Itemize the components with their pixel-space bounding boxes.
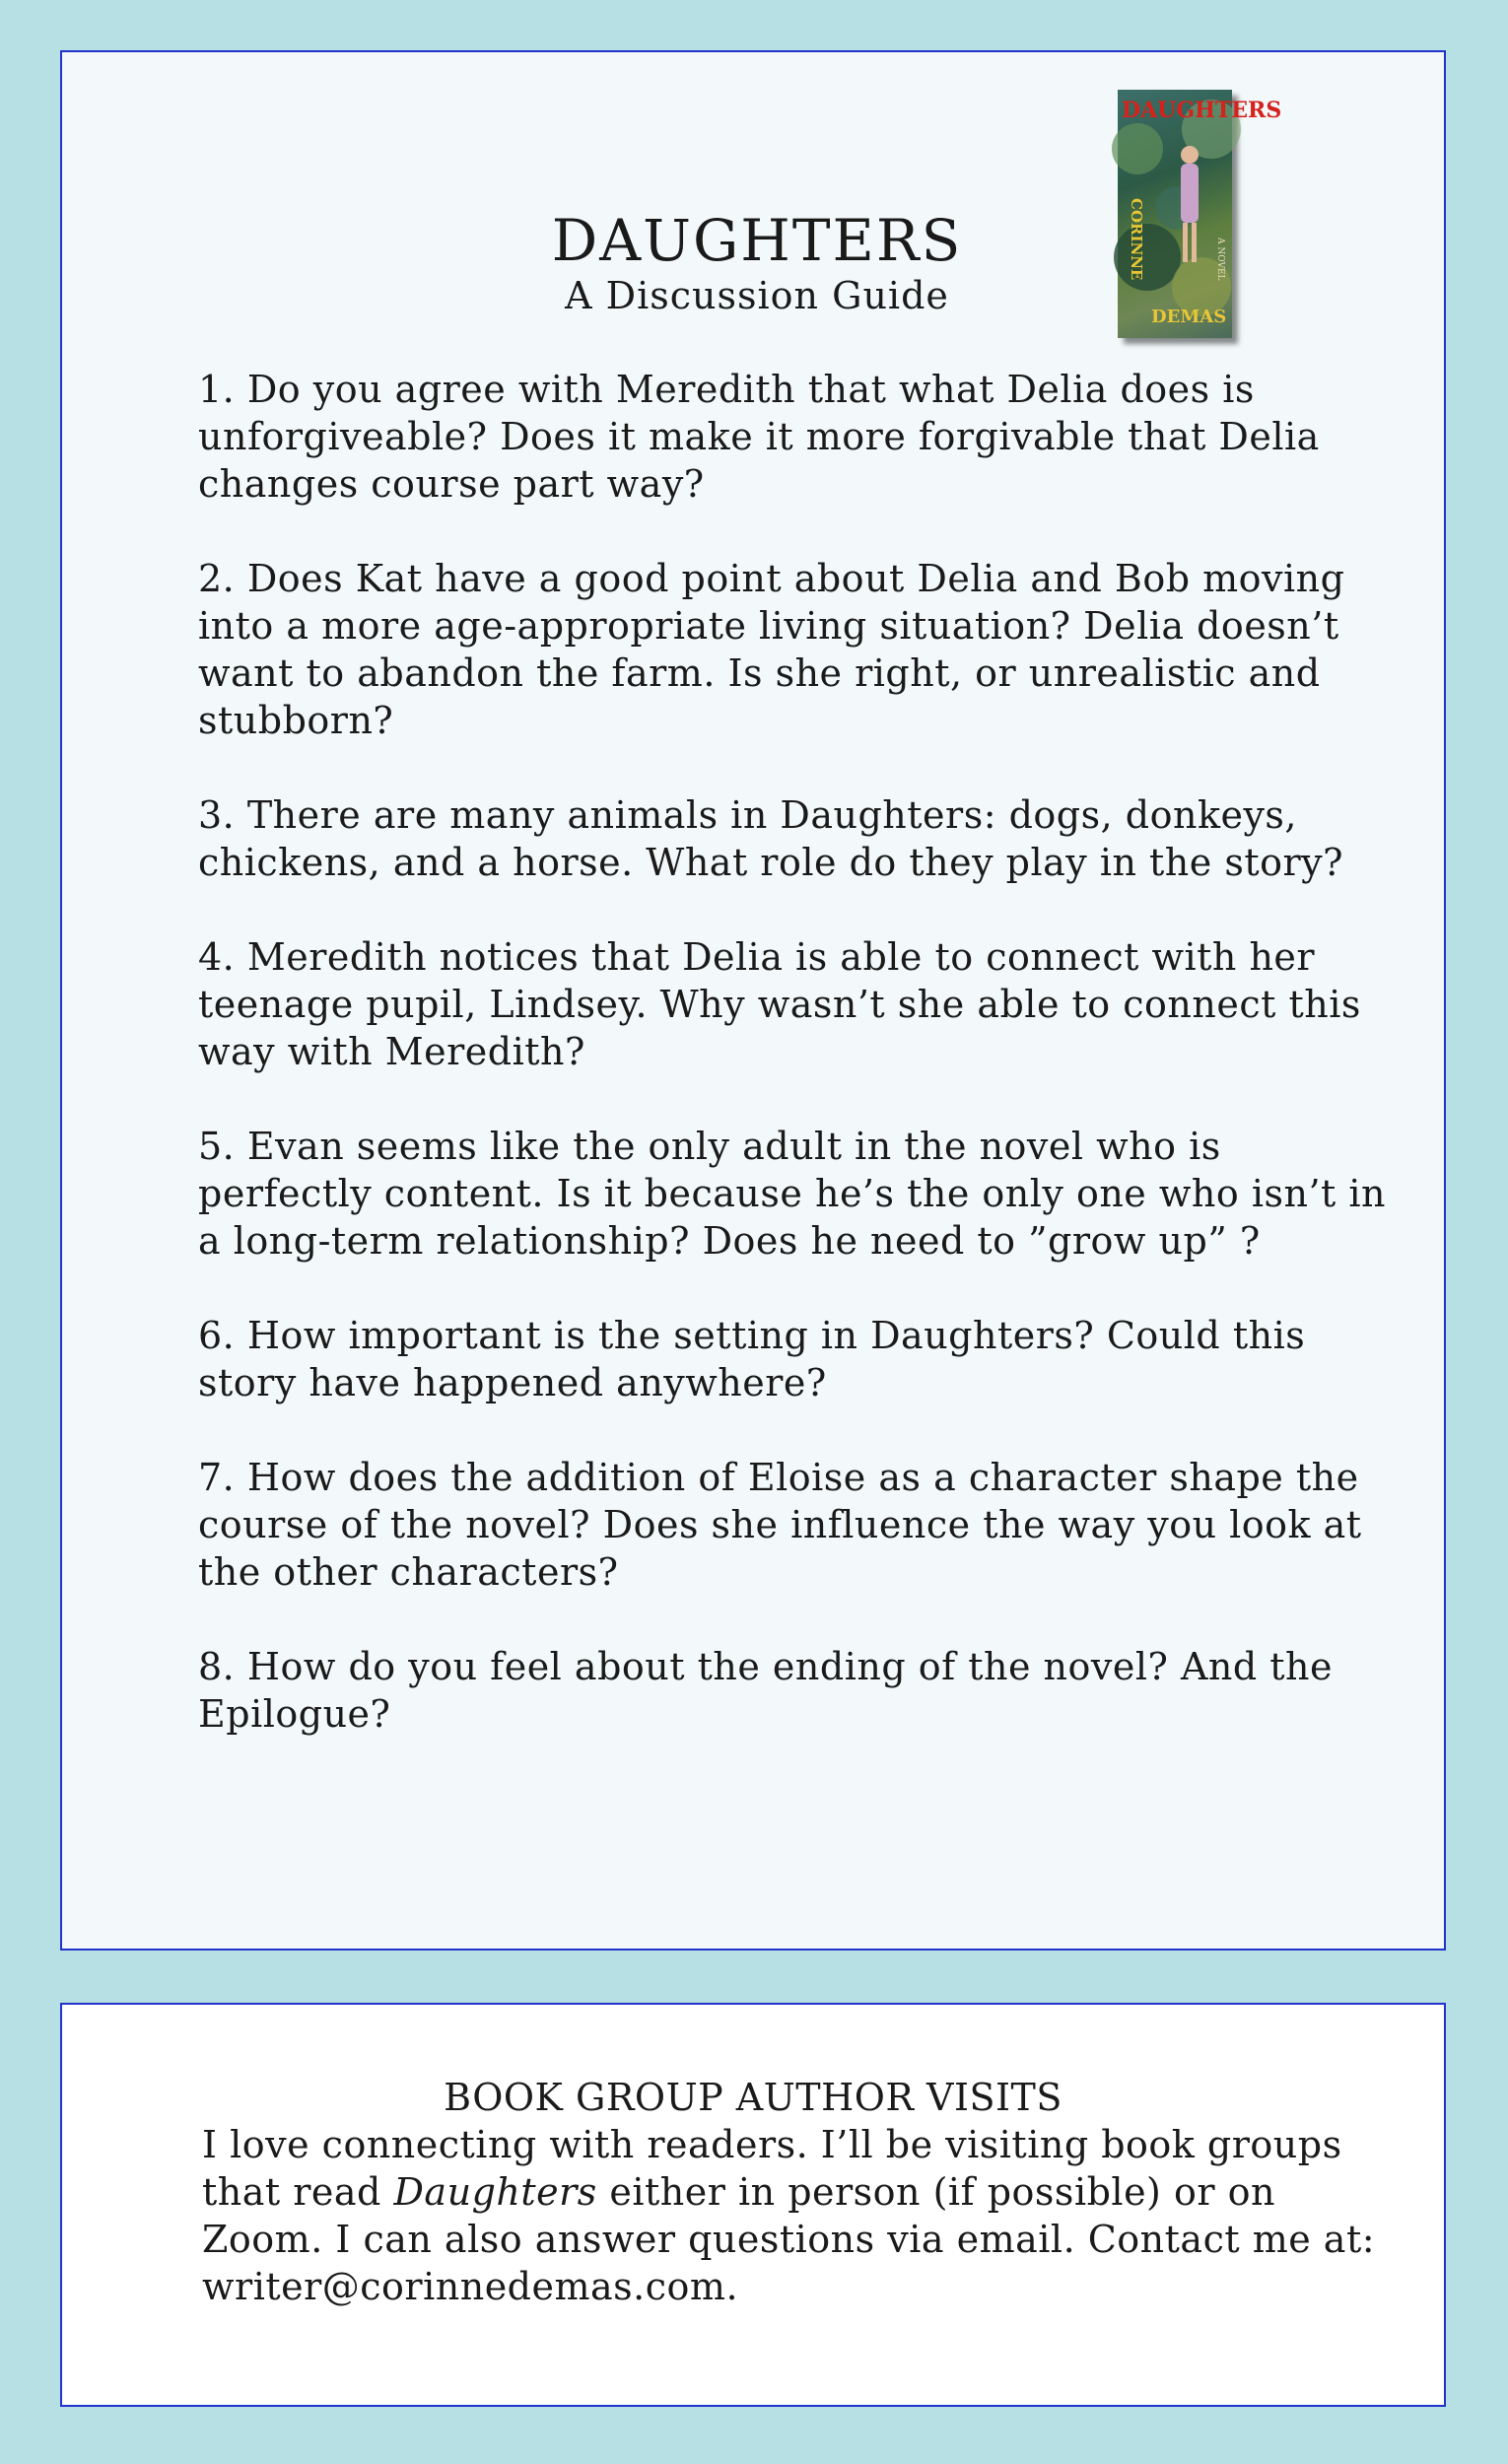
question-1: 1. Do you agree with Meredith that what Delia does is unforgiveable? Does it make it more forgivable that Delia changes course part way?: [198, 368, 1320, 506]
question-5: 5. Evan seems like the only adult in the novel who is perfectly content. Is it because he’s the only one who isn’t in a long-term relationship? Does he need to ”grow up” ?: [198, 1125, 1387, 1263]
cover-author-last: DEMAS: [1151, 307, 1227, 327]
cover-series-word: A NOVEL: [1215, 238, 1225, 281]
question-3: 3. There are many animals in Daughters: dogs, donkeys, chickens, and a horse. What role do they play in the story?: [198, 793, 1343, 884]
visits-text-before: I love connecting with readers. I’ll be visiting book groups that read: [202, 2123, 1342, 2214]
guide-title: DAUGHTERS: [551, 207, 963, 274]
visits-title: BOOK GROUP AUTHOR VISITS: [444, 2076, 1062, 2119]
visits-book-title: Daughters: [393, 2170, 597, 2214]
question-8: 8. How do you feel about the ending of the novel? And the Epilogue?: [198, 1645, 1334, 1736]
visits-text: [202, 2121, 1385, 2310]
cover-title-text: DAUGHTERS: [1122, 98, 1282, 123]
book-cover-image: [1118, 90, 1282, 338]
cover-author-first: CORINNE: [1128, 198, 1145, 281]
author-visits-panel: [60, 2003, 1446, 2407]
guide-subtitle: A Discussion Guide: [565, 274, 949, 317]
question-7: 7. How does the addition of Eloise as a character shape the course of the novel? Does she influence the way you look at the other characters?: [198, 1456, 1362, 1594]
discussion-guide-panel: [60, 50, 1446, 1951]
question-4: 4. Meredith notices that Delia is able to connect with her teenage pupil, Lindsey. Why wasn’t she able to connect this way with Meredith?: [198, 935, 1361, 1073]
visits-text-after: either in person (if possible) or on Zoom. I can also answer questions via email. Contact me at: writer@corinnedemas.com.: [202, 2170, 1376, 2308]
question-list: [198, 366, 1391, 1785]
guide-header: [62, 208, 1452, 318]
question-2: 2. Does Kat have a good point about Delia and Bob moving into a more age-appropriate living situation? Delia doesn’t want to abandon the farm. Is she right, or unrealistic and stubborn?: [198, 557, 1345, 742]
question-6: 6. How important is the setting in Daughters? Could this story have happened anywhere?: [198, 1314, 1306, 1404]
